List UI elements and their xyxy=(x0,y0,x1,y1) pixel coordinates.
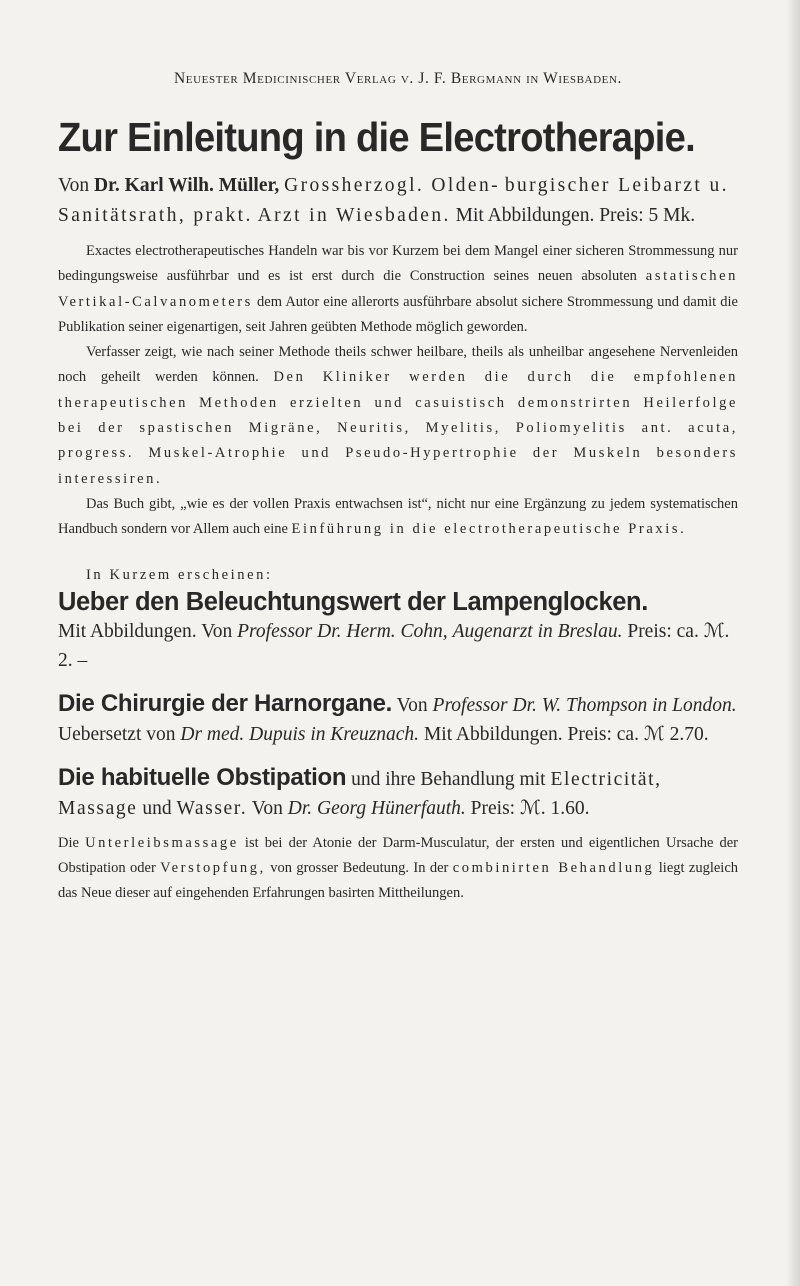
page-edge-shadow xyxy=(786,0,800,1286)
book3-author: Professor Dr. W. Thompson in London. xyxy=(432,694,737,716)
book1-para2: Verfasser zeigt, wie nach seiner Methode theils schwer heilbare, theils als unheilbar angesehene Nervenleiden noch geheilt werden können. Den Kliniker werden die durch die empfohlenen therapeutischen Methoden erzielten und casuistisch demonstrirten Heilerfolge bei der spastischen Migräne, Neuritis, Myelitis, Poliomyelitis ant. acuta, progress. Muskel-Atrophie und Pseudo-Hypertrophie der Muskeln besonders interessiren. xyxy=(58,344,738,487)
book4-author: Dr. Georg Hünerfauth. xyxy=(287,797,466,819)
book1-para1: Exactes electrotherapeutisches Handeln war bis vor Kurzem bei dem Mangel einer sicheren Strommessung nur bedingungsweise ausführbar und es ist erst durch die Construction seines neuen absoluten astatischen Vertikal-Calvanometers dem Autor eine allerorts ausführbare absolut sichere Strommessung und damit die Publikation seiner eigenartigen, seit Jahren geübten Methode möglich geworden. xyxy=(58,243,739,335)
book4-title: Die habituelle Obstipation xyxy=(58,763,347,791)
book1-price: Mit Abbildungen. Preis: 5 Mk. xyxy=(455,205,696,226)
book3-title: Die Chirurgie der Harnorgane. xyxy=(58,689,393,717)
book2-byline: Mit Abbildungen. Von Professor Dr. Herm. Cohn, Augenarzt in Breslau. Preis: ca. ℳ. 2. – xyxy=(58,620,730,671)
book4-description: Die Unterleibsmassage ist bei der Atonie der Darm-Musculatur, der ersten und eigentlichen Ursache der Obstipation oder Verstopfung, von grosser Bedeutung. In der combinirten Behandlung liegt zugleich das Neue dieser auf eingehenden Erfahrungen basirten Mittheilungen. xyxy=(58,834,739,902)
book1-byline: Von Dr. Karl Wilh. Müller, Grossherzogl. Olden- burgischer Leibarzt u. Sanitätsrath, prakt. Arzt in Wiesbaden. Mit Abbildungen. Preis: 5 Mk. xyxy=(58,175,729,226)
book3-entry: Die Chirurgie der Harnorgane. Von Professor Dr. W. Thompson in London. Uebersetzt von Dr med. Dupuis in Kreuznach. Mit Abbildungen. Preis: ca. ℳ 2.70. xyxy=(58,689,737,745)
book1-para3: Das Buch gibt, „wie es der vollen Praxis entwachsen ist“, nicht nur eine Ergänzung zu jedem systematischen Handbuch sondern vor Allem auch eine Einführung in die electrotherapeutische Praxis. xyxy=(58,495,738,538)
book2-author: Professor Dr. Herm. Cohn, xyxy=(237,620,448,642)
book3-price: Mit Abbildungen. Preis: ca. ℳ 2.70. xyxy=(423,723,709,745)
book1-description xyxy=(58,239,738,543)
book4-entry: Die habituelle Obstipation und ihre Behandlung mit Electricität, Massage und Wasser. Von Dr. Georg Hünerfauth. Preis: ℳ. 1.60. xyxy=(58,763,662,819)
advertisement-page xyxy=(58,70,738,907)
book3-translator: Dr med. Dupuis in Kreuznach. xyxy=(180,723,420,745)
book2-title: Ueber den Beleuchtungswert der Lampenglocken. xyxy=(58,587,648,616)
announcement: In Kurzem erscheinen: xyxy=(86,566,273,583)
book1-author: Dr. Karl Wilh. Müller, xyxy=(93,175,280,196)
book1-title: Zur Einleitung in die Electrotherapie. xyxy=(58,114,695,160)
publisher-header: Neuester Medicinischer Verlag v. J. F. Bergmann in Wiesbaden. xyxy=(174,70,622,87)
book4-price: Preis: ℳ. 1.60. xyxy=(470,797,590,819)
book2-price: Preis: ca. ℳ. 2. – xyxy=(58,620,730,671)
